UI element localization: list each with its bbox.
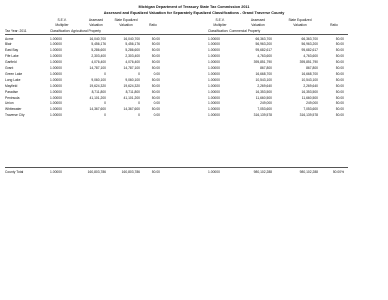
total-ag-equalized: 160,803,786 (121, 169, 140, 174)
com-ratio: 50.00 (335, 113, 344, 118)
com-equalized: 867,800 (306, 66, 318, 70)
com-assessed: 11,660,500 (255, 95, 272, 100)
ag-equalized: 4,076,400 (125, 60, 140, 65)
ag-assessed: 0 (104, 113, 106, 118)
com-multiplier: 1.00000 (208, 48, 220, 53)
ag-equalized: 0 (138, 113, 140, 118)
com-assessed-header-top: Assessed (250, 18, 266, 22)
com-assessed: 7,053,600 (257, 107, 272, 112)
total-com-equalized: 980,102,288 (299, 169, 318, 174)
com-assessed: 4,763,600 (257, 54, 272, 59)
unit-name: Peninsula (5, 95, 20, 100)
total-divider (5, 167, 348, 168)
ag-multiplier-header-top: S.E.V. (57, 18, 67, 22)
ag-assessed: 2,303,400 (91, 54, 106, 59)
com-equalized: 16,353,500 (301, 89, 318, 94)
com-equalized: 7,053,600 (303, 107, 318, 112)
com-ratio-header: Ratio (330, 23, 338, 27)
ag-ratio-header: Ratio (149, 23, 157, 27)
ag-ratio: 0.00 (153, 101, 160, 106)
unit-name: Acme (5, 36, 14, 41)
com-ratio: 50.00 (335, 36, 344, 41)
com-ratio: 50.00 (335, 89, 344, 94)
total-ag-multiplier: 1.00000 (50, 169, 62, 174)
ag-assessed-header: Valuation (89, 23, 103, 27)
unit-name: Grant (5, 66, 14, 70)
com-equalized: 66,363,700 (301, 36, 318, 41)
com-multiplier: 1.00000 (208, 113, 220, 118)
com-assessed: 16,668,700 (255, 71, 272, 76)
unit-name: Green Lake (5, 71, 23, 76)
ag-equalized: 9,060,100 (125, 77, 140, 82)
com-equalized: 316,139,578 (299, 113, 318, 118)
ag-equalized: 0 (138, 101, 140, 106)
com-ratio: 50.00 (335, 95, 344, 100)
ag-ratio: 50.00 (151, 42, 160, 47)
com-ratio: 50.00 (335, 60, 344, 65)
com-multiplier: 1.00000 (208, 71, 220, 76)
com-multiplier: 1.00000 (208, 101, 220, 106)
ag-assessed: 19,624,320 (89, 83, 106, 88)
com-ratio: 50.00 (335, 42, 344, 47)
ag-assessed: 9,060,100 (91, 77, 106, 82)
ag-multiplier: 1.00000 (50, 54, 62, 59)
com-classification-label: Classification: Commercial Property (208, 29, 261, 33)
ag-classification-label: Classification: Agricultural Property (50, 29, 101, 33)
ag-ratio: 50.00 (151, 95, 160, 100)
ag-ratio: 50.00 (151, 66, 160, 70)
ag-ratio: 50.00 (151, 54, 160, 59)
ag-ratio: 50.00 (151, 36, 160, 41)
ag-equalized: 5,286,600 (125, 48, 140, 53)
ag-assessed: 4,076,400 (91, 60, 106, 65)
ag-ratio: 0.00 (153, 71, 160, 76)
com-ratio: 50.00 (335, 107, 344, 112)
ag-assessed: 5,456,176 (91, 42, 106, 47)
ag-multiplier: 1.00000 (50, 95, 62, 100)
com-assessed: 395,851,790 (253, 60, 272, 65)
com-multiplier: 1.00000 (208, 42, 220, 47)
com-ratio: 50.00 (335, 77, 344, 82)
ag-assessed: 0 (104, 71, 106, 76)
com-equalized: 249,000 (306, 101, 318, 106)
ag-multiplier: 1.00000 (50, 101, 62, 106)
ag-equalized: 19,624,320 (123, 83, 140, 88)
tax-year-label: Tax Year: 2011 (5, 29, 27, 33)
unit-name: Mayfield (5, 83, 18, 88)
ag-assessed: 14,367,600 (89, 107, 106, 112)
com-multiplier: 1.00000 (208, 60, 220, 65)
com-assessed: 867,800 (260, 66, 272, 70)
ag-multiplier-header: Multiplier (55, 23, 69, 27)
ag-assessed: 8,711,800 (91, 89, 106, 94)
com-multiplier: 1.00000 (208, 54, 220, 59)
ag-ratio: 50.00 (151, 83, 160, 88)
com-multiplier: 1.00000 (208, 77, 220, 82)
ag-equalized: 2,303,400 (125, 54, 140, 59)
report-title: Michigan Department of Treasury State Tax Commission 2011 (138, 5, 250, 9)
com-assessed-header: Valuation (251, 23, 265, 27)
com-multiplier: 1.00000 (208, 83, 220, 88)
ag-equalized-header-top: State Equalized (114, 18, 138, 22)
ag-equalized: 14,787,100 (123, 66, 140, 70)
ag-multiplier: 1.00000 (50, 66, 62, 70)
report-subtitle: Assessed and Equalized Valuation for Separately Equalized Classifications - Grand Traverse County (103, 10, 285, 15)
total-ag-ratio: 50.00 (151, 169, 160, 174)
unit-name: Long Lake (5, 77, 21, 82)
com-equalized: 10,543,100 (301, 77, 318, 82)
unit-name: Paradise (5, 89, 19, 94)
ag-multiplier: 1.00000 (50, 113, 62, 118)
com-assessed: 10,543,100 (255, 77, 272, 82)
unit-name: Blair (5, 42, 12, 47)
com-assessed: 56,963,200 (255, 42, 272, 47)
com-multiplier: 1.00000 (208, 95, 220, 100)
com-ratio: 50.00 (335, 66, 344, 70)
ag-multiplier: 1.00000 (50, 48, 62, 53)
com-assessed: 2,269,640 (257, 83, 272, 88)
com-multiplier-header-top: S.E.V. (215, 18, 225, 22)
com-equalized: 11,660,500 (301, 95, 318, 100)
ag-ratio: 50.00 (151, 77, 160, 82)
ag-equalized: 8,711,800 (125, 89, 140, 94)
com-assessed: 16,353,500 (255, 89, 272, 94)
com-equalized: 16,668,700 (301, 71, 318, 76)
ag-equalized: 0 (138, 71, 140, 76)
com-ratio: 50.00 (335, 83, 344, 88)
unit-name: Traverse City (5, 113, 25, 118)
com-assessed: 95,682,617 (255, 48, 272, 53)
ag-multiplier: 1.00000 (50, 71, 62, 76)
total-unit-name: County Total (5, 169, 24, 174)
com-equalized: 95,682,617 (301, 48, 318, 53)
ag-multiplier: 1.00000 (50, 83, 62, 88)
ag-assessed: 5,286,600 (91, 48, 106, 53)
ag-assessed: 0 (104, 101, 106, 106)
total-ag-assessed: 160,803,786 (87, 169, 106, 174)
com-ratio: 50.00 (335, 54, 344, 59)
com-multiplier: 1.00000 (208, 66, 220, 70)
ag-multiplier: 1.00000 (50, 89, 62, 94)
ag-ratio: 50.00 (151, 89, 160, 94)
ag-ratio: 0.00 (153, 113, 160, 118)
com-equalized: 395,851,790 (299, 60, 318, 65)
com-multiplier-header: Multiplier (213, 23, 227, 27)
total-com-assessed: 980,102,288 (253, 169, 272, 174)
com-assessed: 249,000 (260, 101, 272, 106)
ag-ratio: 50.00 (151, 107, 160, 112)
com-equalized-header: Valuation (293, 23, 307, 27)
ag-equalized-header: Valuation (119, 23, 133, 27)
ag-assessed: 14,787,100 (89, 66, 106, 70)
com-assessed: 316,139,578 (253, 113, 272, 118)
com-assessed: 66,363,700 (255, 36, 272, 41)
ag-assessed: 16,040,700 (89, 36, 106, 41)
unit-name: Whitewater (5, 107, 22, 112)
unit-name: Fife Lake (5, 54, 19, 59)
ag-equalized: 14,367,600 (123, 107, 140, 112)
unit-name: East Bay (5, 48, 19, 53)
ag-ratio: 50.00 (151, 60, 160, 65)
total-com-ratio: 50.00% (332, 169, 344, 174)
ag-multiplier: 1.00000 (50, 77, 62, 82)
com-ratio: 50.00 (335, 101, 344, 106)
com-ratio: 50.00 (335, 48, 344, 53)
ag-ratio: 50.00 (151, 48, 160, 53)
com-multiplier: 1.00000 (208, 36, 220, 41)
ag-multiplier: 1.00000 (50, 107, 62, 112)
total-com-multiplier: 1.00000 (208, 169, 220, 174)
ag-assessed-header-top: Assessed (88, 18, 104, 22)
unit-name: Union (5, 101, 14, 106)
ag-multiplier: 1.00000 (50, 60, 62, 65)
header-divider (5, 34, 348, 35)
ag-multiplier: 1.00000 (50, 42, 62, 47)
com-equalized-header-top: State Equalized (288, 18, 312, 22)
ag-equalized: 41,101,200 (123, 95, 140, 100)
ag-assessed: 41,101,200 (89, 95, 106, 100)
ag-equalized: 16,040,700 (123, 36, 140, 41)
unit-name: Garfield (5, 60, 17, 65)
ag-multiplier: 1.00000 (50, 36, 62, 41)
com-multiplier: 1.00000 (208, 89, 220, 94)
com-equalized: 56,963,200 (301, 42, 318, 47)
com-ratio: 50.00 (335, 71, 344, 76)
com-equalized: 4,763,600 (303, 54, 318, 59)
com-equalized: 2,269,640 (303, 83, 318, 88)
ag-equalized: 5,456,176 (125, 42, 140, 47)
com-multiplier: 1.00000 (208, 107, 220, 112)
